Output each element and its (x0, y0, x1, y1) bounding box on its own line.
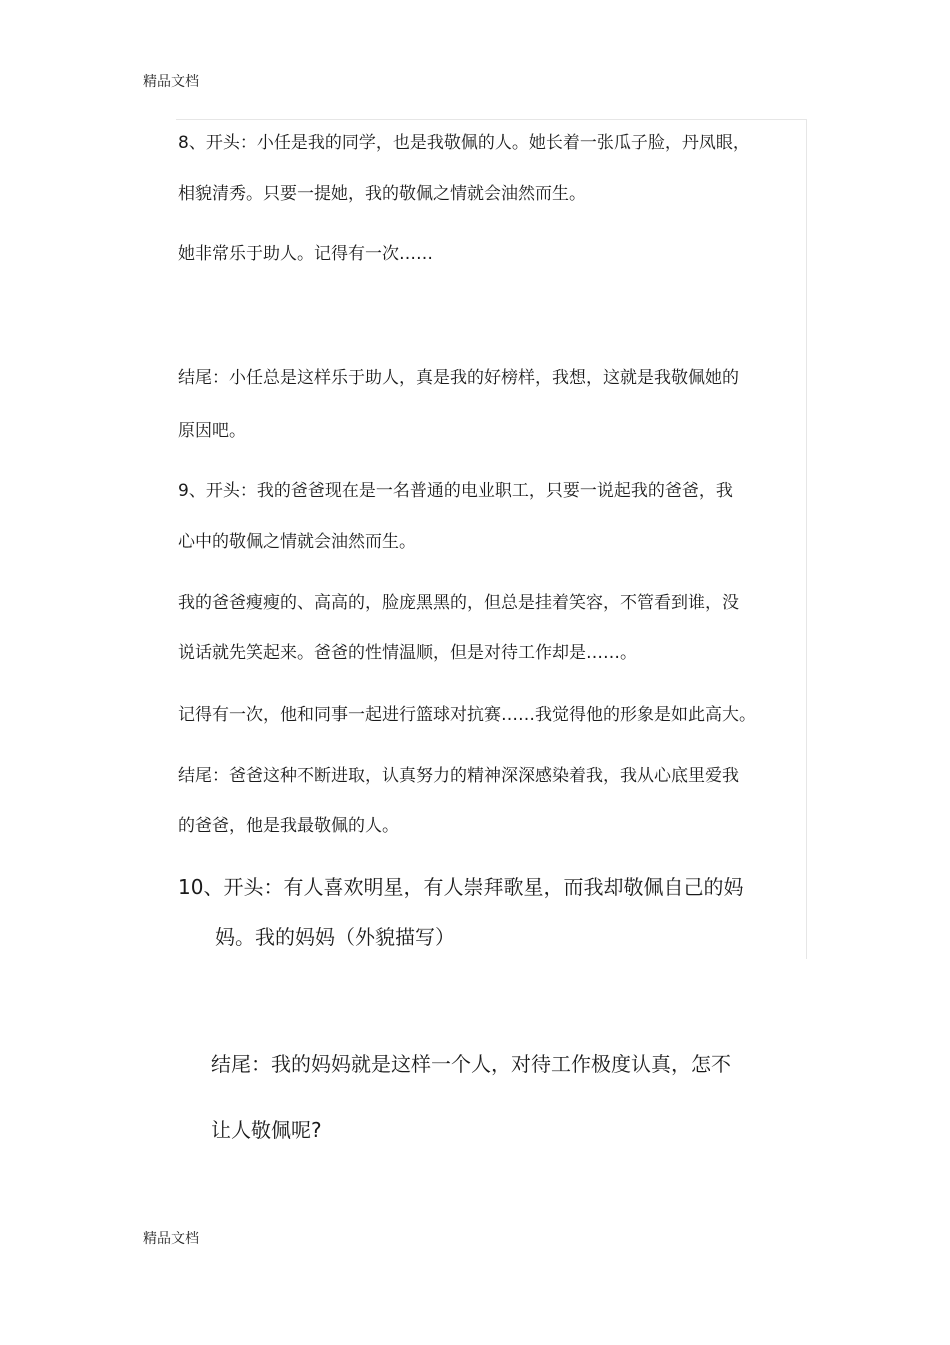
section-10-opening-line-2: 妈。我的妈妈（外貌描写） (215, 925, 455, 949)
section-9-ending-line-1: 结尾：爸爸这种不断进取，认真努力的精神深深感染着我，我从心底里爱我 (178, 766, 739, 786)
section-9-ending-line-2: 的爸爸，他是我最敬佩的人。 (178, 816, 399, 836)
frame-right-border (806, 119, 807, 959)
frame-top-border (176, 119, 807, 120)
section-9-body-line-3: 记得有一次，他和同事一起进行篮球对抗赛……我觉得他的形象是如此高大。 (178, 705, 756, 725)
section-9-body-line-1: 我的爸爸瘦瘦的、高高的，脸庞黑黑的，但总是挂着笑容，不管看到谁，没 (178, 593, 739, 613)
section-9-opening-line-2: 心中的敬佩之情就会油然而生。 (178, 532, 416, 552)
section-10-ending-line-2: 让人敬佩呢? (211, 1118, 322, 1142)
section-10-opening-line-1: 10、开头：有人喜欢明星，有人崇拜歌星，而我却敬佩自己的妈 (178, 875, 744, 899)
section-8-opening-line-2: 相貌清秀。只要一提她，我的敬佩之情就会油然而生。 (178, 184, 586, 204)
section-8-opening-line-1: 8、开头：小任是我的同学，也是我敬佩的人。她长着一张瓜子脸，丹凤眼， (178, 133, 750, 153)
section-8-ending-line-1: 结尾：小任总是这样乐于助人，真是我的好榜样，我想，这就是我敬佩她的 (178, 368, 739, 388)
section-9-body-line-2: 说话就先笑起来。爸爸的性情温顺，但是对待工作却是……。 (178, 643, 637, 663)
section-8-body-line-1: 她非常乐于助人。记得有一次…… (178, 244, 433, 264)
page-header-label: 精品文档 (143, 74, 199, 90)
section-8-ending-line-2: 原因吧。 (178, 421, 246, 441)
page-footer-label: 精品文档 (143, 1231, 199, 1247)
section-9-opening-line-1: 9、开头：我的爸爸现在是一名普通的电业职工，只要一说起我的爸爸，我 (178, 481, 733, 501)
section-10-ending-line-1: 结尾：我的妈妈就是这样一个人，对待工作极度认真，怎不 (211, 1052, 731, 1076)
